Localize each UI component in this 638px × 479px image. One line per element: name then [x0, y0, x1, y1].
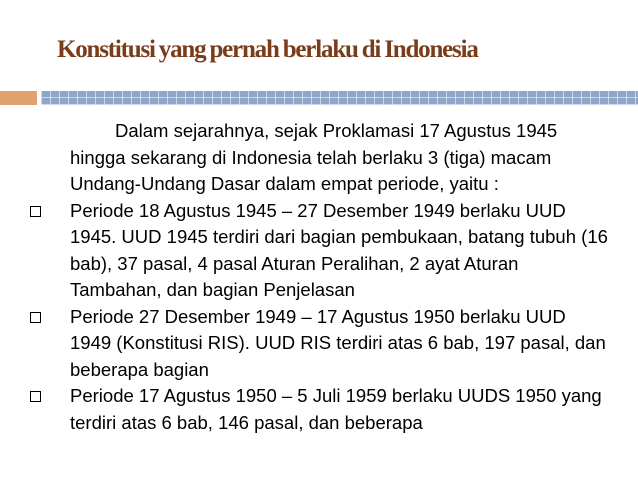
intro-paragraph: Dalam sejarahnya, sejak Proklamasi 17 Agustus 1945 hingga sekarang di Indonesia telah berlaku 3 (tiga) macam Undang-Undang Dasar dalam empat periode, yaitu : — [70, 120, 558, 194]
square-bullet-icon — [30, 312, 41, 323]
accent-bar-left — [0, 91, 37, 105]
slide-title: Konstitusi yang pernah berlaku di Indonesia — [57, 36, 478, 63]
slide-body — [30, 118, 610, 436]
bullet-item — [30, 198, 610, 304]
accent-bar-right — [41, 91, 638, 105]
bullet-text: Periode 18 Agustus 1945 – 27 Desember 1949 berlaku UUD 1945. UUD 1945 terdiri dari bagian pembukaan, batang tubuh (16 bab), 37 pasal, 4 pasal Aturan Peralihan, 2 ayat Aturan Tambahan, dan bagian Penjelasan — [70, 199, 608, 300]
bullet-text: Periode 27 Desember 1949 – 17 Agustus 1950 berlaku UUD 1949 (Konstitusi RIS). UUD RIS terdiri atas 6 bab, 197 pasal, dan beberapa bagian — [70, 305, 606, 380]
bullet-item — [30, 304, 610, 384]
bullet-item — [30, 383, 610, 436]
bullet-text: Periode 17 Agustus 1950 – 5 Juli 1959 berlaku UUDS 1950 yang terdiri atas 6 bab, 146 pasal, dan beberapa — [70, 385, 602, 433]
square-bullet-icon — [30, 206, 41, 217]
square-bullet-icon — [30, 391, 41, 402]
